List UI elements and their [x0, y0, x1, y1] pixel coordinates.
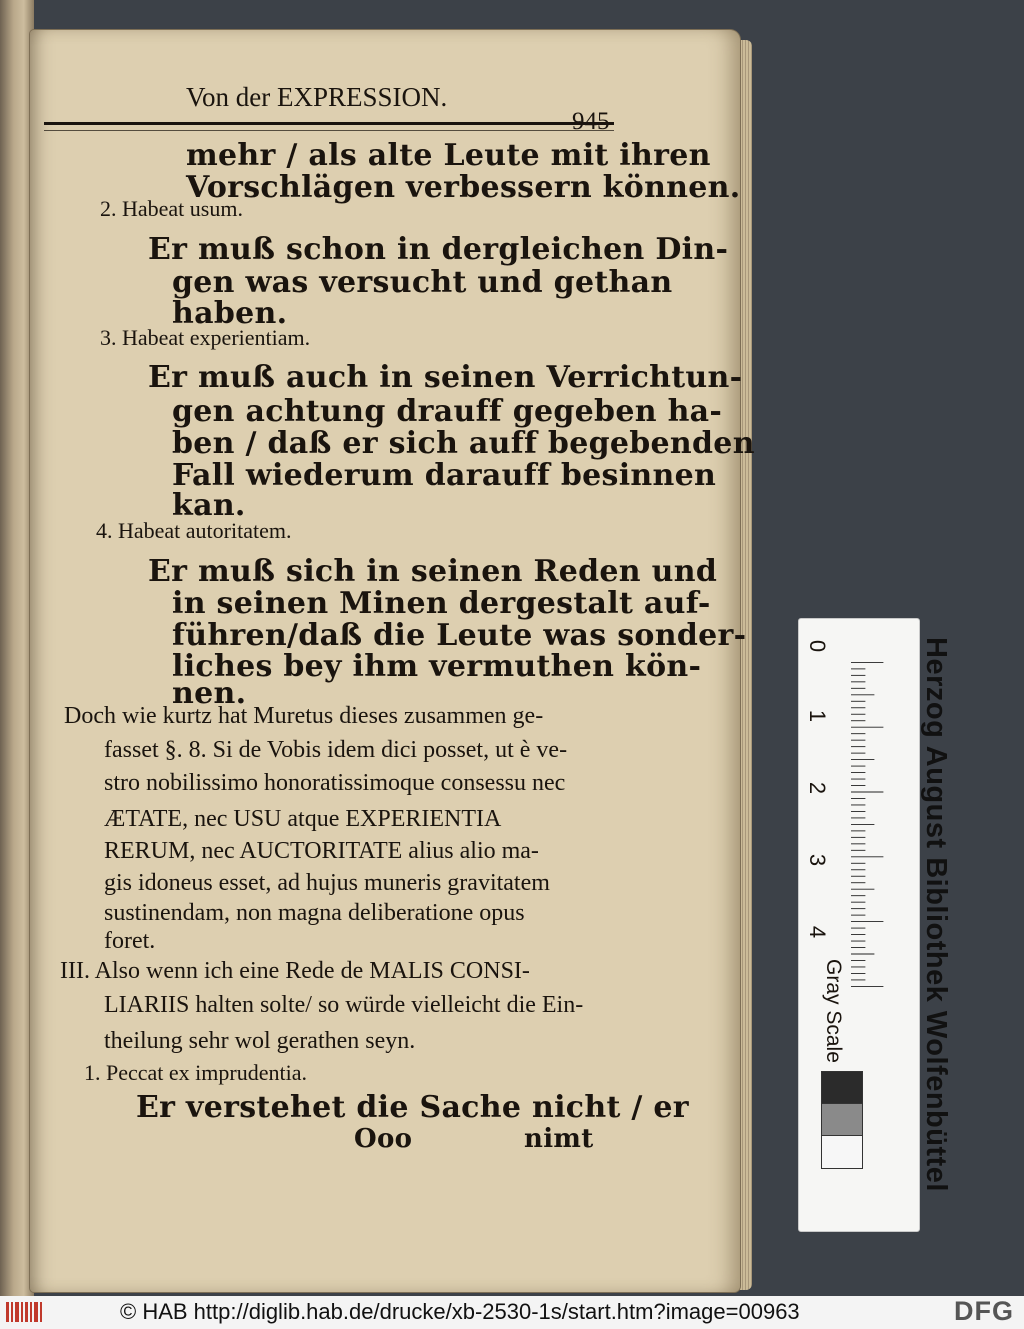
text-line: gen was versucht und gethan — [172, 265, 673, 300]
text-line: liches bey ihm vermuthen kön- — [172, 649, 702, 684]
text-line: ÆTATE, nec USU atque EXPERIENTIA — [104, 806, 502, 832]
text-line: mehr / als alte Leute mit ihren — [186, 138, 711, 173]
catchword: nimt — [524, 1124, 594, 1154]
ruler-num: 1 — [805, 709, 831, 723]
footer-bar — [0, 1296, 1024, 1329]
text-line: Vorschlägen verbessern können. — [186, 170, 741, 205]
text-line: stro nobilissimo honoratissimoque consessu nec — [104, 770, 566, 796]
ruler-num: 2 — [805, 781, 831, 795]
header-rule — [44, 122, 614, 125]
barcode-logo-icon — [6, 1300, 46, 1324]
text-line: 3. Habeat experientiam. — [100, 325, 311, 350]
text-line: theilung sehr wol gerathen seyn. — [104, 1028, 416, 1054]
text-line: gen achtung drauff gegeben ha- — [172, 394, 723, 429]
text-line: sustinendam, non magna deliberatione opus — [104, 900, 525, 926]
text-line: LIARIIS halten solte/ so würde vielleicht die Ein- — [104, 992, 584, 1018]
copyright-link[interactable]: © HAB http://diglib.hab.de/drucke/xb-2530-1s/start.htm?image=00963 — [120, 1299, 800, 1324]
text-line: haben. — [172, 296, 288, 331]
text-line: Er muß auch in seinen Verrichtun- — [148, 360, 743, 395]
running-title: Von der EXPRESSION. — [186, 82, 448, 112]
text-line: foret. — [104, 928, 156, 954]
signature-mark: Ooo — [354, 1124, 413, 1154]
header-rule-thin — [44, 130, 614, 131]
ruler-num: 3 — [805, 853, 831, 867]
text-line: kan. — [172, 488, 246, 523]
swatch-light — [821, 1135, 863, 1169]
swatch-mid — [821, 1103, 863, 1137]
adjacent-page-strip — [0, 0, 34, 1300]
text-line: Fall wiederum darauff besinnen — [172, 458, 717, 493]
gray-scale-label: Gray Scale — [822, 959, 845, 1063]
institution-label: Herzog August Bibliothek Wolfenbüttel — [920, 637, 952, 1192]
ruler-num: 4 — [805, 925, 831, 939]
text-line: gis idoneus esset, ad hujus muneris gravitatem — [104, 870, 550, 896]
text-line: 4. Habeat autoritatem. — [96, 518, 292, 543]
text-line: Doch wie kurtz hat Muretus dieses zusammen ge- — [64, 703, 544, 729]
text-line: Er muß sich in seinen Reden und — [148, 554, 718, 589]
text-line: führen/daß die Leute was sonder- — [172, 618, 747, 653]
text-line: Er muß schon in dergleichen Din- — [148, 232, 729, 267]
dfg-logo: DFG — [954, 1296, 1014, 1326]
text-line: Er verstehet die Sache nicht / er — [136, 1090, 689, 1125]
ruler-num: 0 — [805, 639, 831, 653]
text-line: RERUM, nec AUCTORITATE alius alio ma- — [104, 838, 539, 864]
text-line: fasset §. 8. Si de Vobis idem dici posset, ut è ve- — [104, 737, 568, 763]
text-line: in seinen Minen dergestalt auf- — [172, 586, 711, 621]
text-line: III. Also wenn ich eine Rede de MALIS CONSI- — [60, 958, 530, 984]
text-line: nen. — [172, 676, 247, 711]
color-scale-card — [798, 618, 952, 1232]
text-line: 1. Peccat ex imprudentia. — [84, 1060, 307, 1085]
ruler-scale — [851, 635, 887, 1075]
text-line: ben / daß er sich auff begebenden — [172, 426, 755, 461]
text-line: 2. Habeat usum. — [100, 196, 243, 221]
swatch-dark — [821, 1071, 863, 1105]
